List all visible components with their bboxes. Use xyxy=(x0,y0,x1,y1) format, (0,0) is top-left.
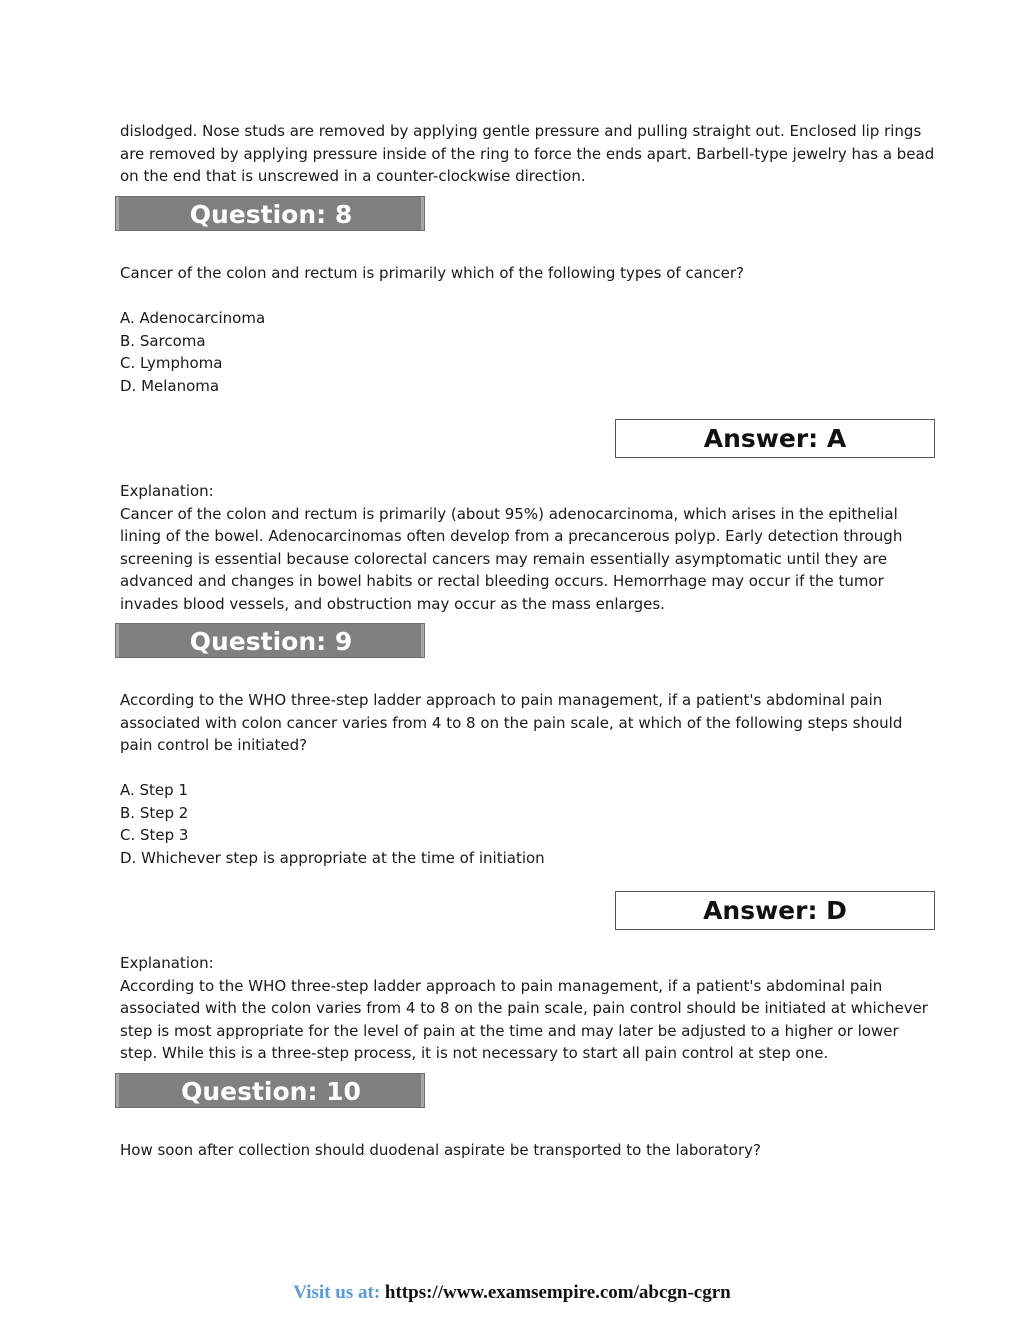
option-a: A. Adenocarcinoma xyxy=(120,309,266,327)
explanation-label: Explanation: xyxy=(120,954,214,972)
question-9-header xyxy=(115,623,425,658)
footer xyxy=(0,1282,1024,1304)
text-line: lining of the bowel. Adenocarcinomas often develop from a precancerous polyp. Early detection through xyxy=(120,527,903,545)
explanation-label: Explanation: xyxy=(120,482,214,500)
answer-8-box xyxy=(615,419,935,458)
option-a: A. Step 1 xyxy=(120,781,188,799)
question-10-title: Question: 10 xyxy=(181,1077,361,1106)
option-d: D. Whichever step is appropriate at the time of initiation xyxy=(120,848,545,867)
text-line: step. While this is a three-step process, it is not necessary to start all pain control at step one. xyxy=(120,1044,829,1062)
text-line: According to the WHO three-step ladder approach to pain management, if a patient's abdominal pain xyxy=(120,976,883,995)
question-10-header xyxy=(115,1073,425,1108)
footer-label: Visit us at: xyxy=(293,1282,385,1303)
question-10-text xyxy=(120,1139,935,1162)
question-9-options xyxy=(120,779,935,869)
question-8-text xyxy=(120,262,935,285)
explanation-9 xyxy=(120,952,935,1065)
intro-paragraph xyxy=(120,120,935,188)
option-b: B. Step 2 xyxy=(120,803,189,822)
text-line: step is most appropriate for the level of pain at the time and may later be adjusted to a higher or lower xyxy=(120,1021,899,1040)
question-8-options xyxy=(120,307,935,397)
text-line: on the end that is unscrewed in a counter-clockwise direction. xyxy=(120,167,586,185)
text-line: Cancer of the colon and rectum is primarily (about 95%) adenocarcinoma, which arises in the epithelial xyxy=(120,504,898,523)
text-line: invades blood vessels, and obstruction may occur as the mass enlarges. xyxy=(120,594,665,613)
answer-9-box xyxy=(615,891,935,930)
question-8-title: Question: 8 xyxy=(189,200,353,229)
text-line: are removed by applying pressure inside of the ring to force the ends apart. Barbell-type jewelry has a bead xyxy=(120,144,935,163)
question-line: According to the WHO three-step ladder approach to pain management, if a patient's abdominal pain xyxy=(120,691,883,709)
question-9-title: Question: 9 xyxy=(189,627,353,656)
option-c: C. Lymphoma xyxy=(120,354,223,372)
question-line: How soon after collection should duodenal aspirate be transported to the laboratory? xyxy=(120,1141,761,1159)
question-line: associated with colon cancer varies from 4 to 8 on the pain scale, at which of the following steps should xyxy=(120,713,903,732)
text-line: advanced and changes in bowel habits or rectal bleeding occurs. Hemorrhage may occur if the tumor xyxy=(120,572,884,590)
option-c: C. Step 3 xyxy=(120,826,189,844)
option-b: B. Sarcoma xyxy=(120,331,206,350)
question-8-header xyxy=(115,196,425,231)
text-line: dislodged. Nose studs are removed by applying gentle pressure and pulling straight out. Enclosed lip rings xyxy=(120,122,922,140)
option-d: D. Melanoma xyxy=(120,376,220,395)
text-line: associated with the colon varies from 4 to 8 on the pain scale, pain control should be initiated at whichever xyxy=(120,999,928,1017)
answer-9-text: Answer: D xyxy=(703,896,847,925)
explanation-8 xyxy=(120,480,935,615)
question-line: Cancer of the colon and rectum is primarily which of the following types of cancer? xyxy=(120,264,745,282)
answer-8-text: Answer: A xyxy=(703,424,847,453)
question-9-text xyxy=(120,689,935,757)
footer-link[interactable]: https://www.examsempire.com/abcgn-cgrn xyxy=(384,1282,731,1303)
question-line: pain control be initiated? xyxy=(120,736,308,754)
text-line: screening is essential because colorectal cancers may remain essentially asymptomatic until they are xyxy=(120,549,888,568)
